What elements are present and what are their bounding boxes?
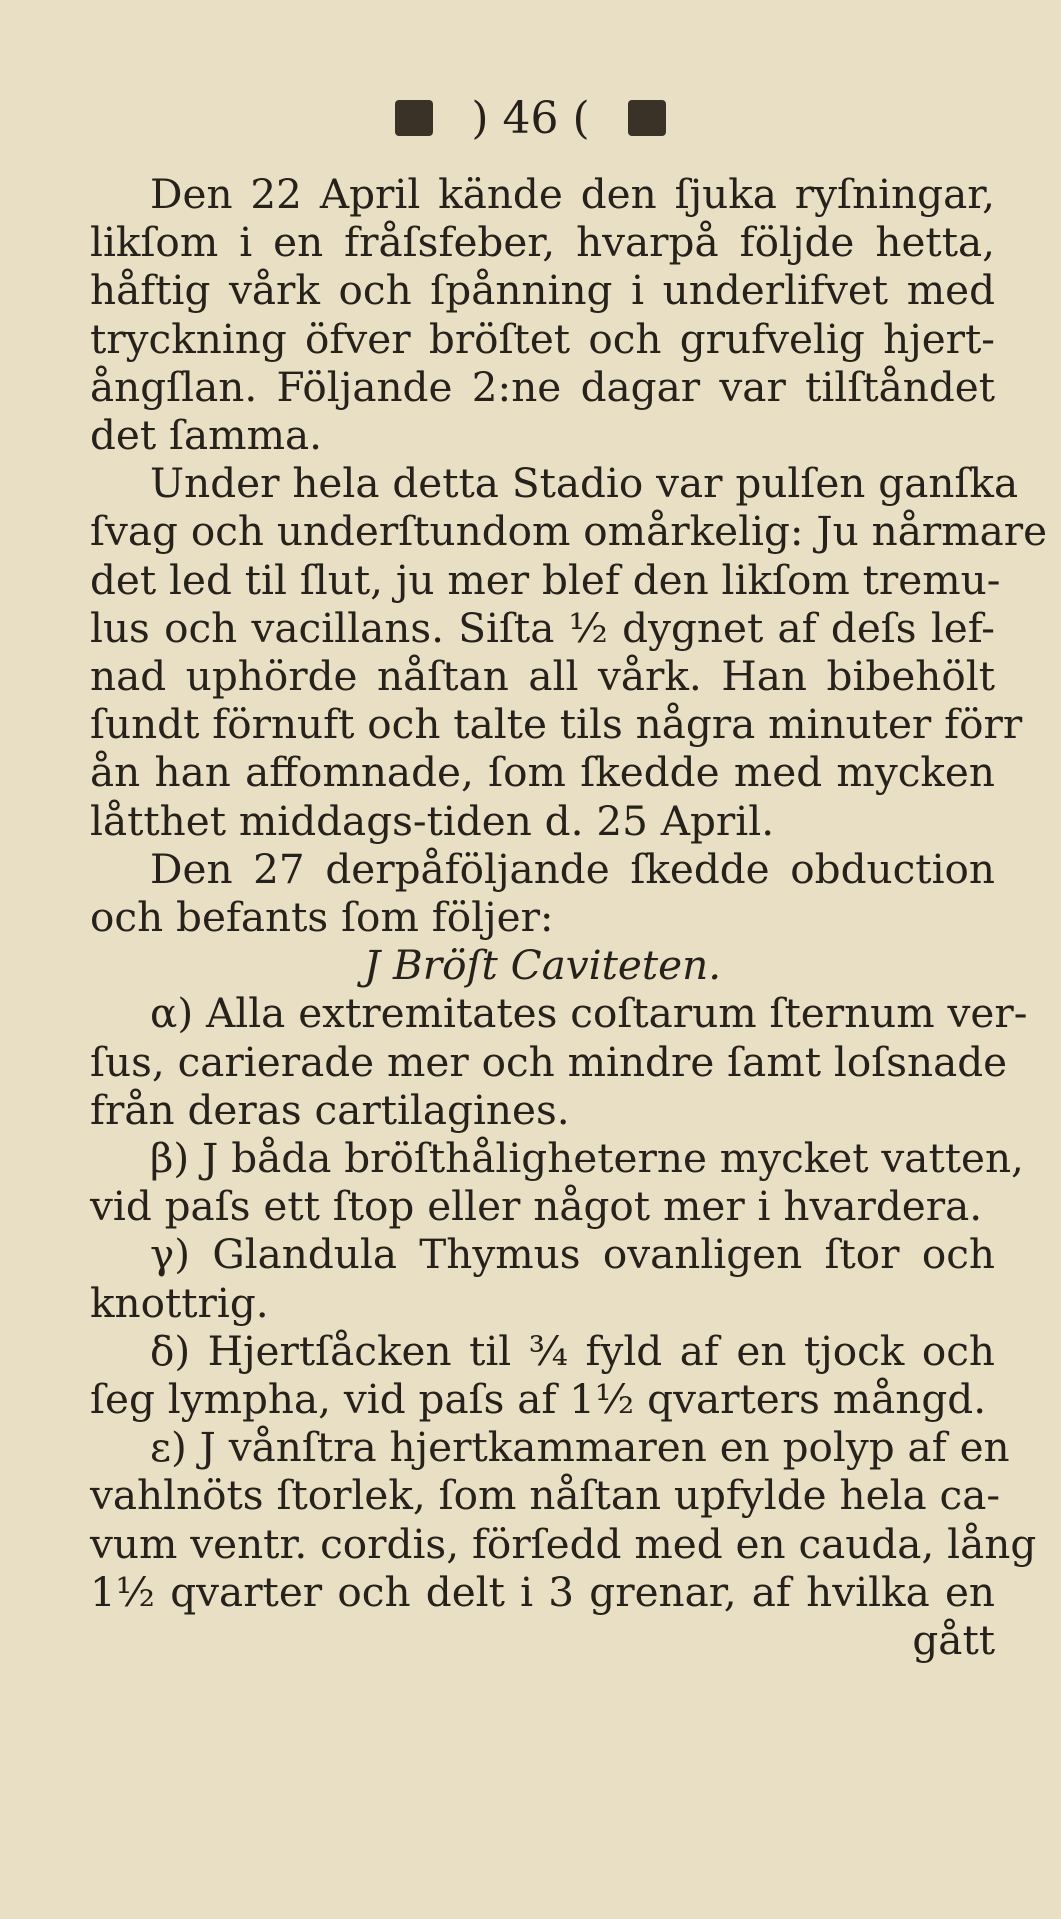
text-line: håftig vårk och ſpånning i underlifvet med — [90, 266, 995, 315]
text-line: α) Alla extremitates coſtarum ſternum ver- — [150, 989, 1028, 1038]
text-line: β) J båda bröſthåligheterne mycket vatten, — [150, 1134, 1024, 1183]
text-line: det ſamma. — [90, 411, 323, 460]
text-line: ε) J vånſtra hjertkammaren en polyp af en — [150, 1423, 1010, 1472]
text-line: 1½ qvarter och delt i 3 grenar, af hvilka en — [90, 1567, 995, 1616]
catchword: gått — [912, 1616, 995, 1665]
text-line: Den 27 derpåföljande ſkedde obduction — [150, 844, 995, 893]
text-line: det led til ſlut, ju mer blef den likſom tremu- — [90, 555, 1001, 604]
page-number: ) 46 ( — [471, 92, 590, 144]
text-line: ån han affomnade, ſom ſkedde med mycken — [90, 748, 995, 797]
section-heading: J Bröſt Caviteten. — [363, 941, 722, 990]
text-line: δ) Hjertſåcken til ¾ fyld af en tjock och — [150, 1326, 995, 1375]
page-header — [0, 88, 1061, 148]
text-line: Under hela detta Stadio var pulſen ganſka — [150, 459, 1019, 508]
text-line: och befants ſom följer: — [90, 893, 554, 942]
ornament-right-icon — [628, 100, 666, 136]
text-line: vum ventr. cordis, förſedd med en cauda, lång — [90, 1519, 1037, 1568]
body-text — [90, 170, 1048, 1665]
text-line: ångſlan. Följande 2:ne dagar var tilſtåndet — [90, 362, 995, 411]
text-line: ſeg lympha, vid paſs af 1½ qvarters mångd. — [90, 1375, 987, 1424]
text-line: ſvag och underſtundom omårkelig: Ju nårmare — [90, 507, 1048, 556]
text-line: lus och vacillans. Siſta ½ dygnet af deſs lef- — [90, 603, 995, 652]
text-line: vid paſs ett ſtop eller något mer i hvardera. — [90, 1182, 983, 1231]
text-line: Den 22 April kände den ſjuka ryſningar, — [150, 170, 995, 218]
ornament-left-icon — [395, 100, 433, 136]
text-line: likſom i en fråſsfeber, hvarpå följde hetta, — [90, 218, 995, 267]
text-line: tryckning öfver bröſtet och grufvelig hjert- — [90, 314, 995, 363]
text-line: låtthet middags-tiden d. 25 April. — [90, 796, 775, 845]
text-line: ſundt förnuft och talte tils några minuter förr — [90, 700, 1023, 749]
text-line: knottrig. — [90, 1278, 269, 1327]
text-line: vahlnöts ſtorlek, ſom nåſtan upfylde hela ca- — [90, 1471, 1001, 1520]
text-line: γ) Glandula Thymus ovanligen ſtor och — [150, 1230, 995, 1279]
text-line: från deras cartilagines. — [90, 1085, 570, 1134]
text-line: nad uphörde nåſtan all vårk. Han bibehölt — [90, 652, 995, 701]
text-line: ſus, carierade mer och mindre ſamt loſsnade — [90, 1037, 1008, 1086]
